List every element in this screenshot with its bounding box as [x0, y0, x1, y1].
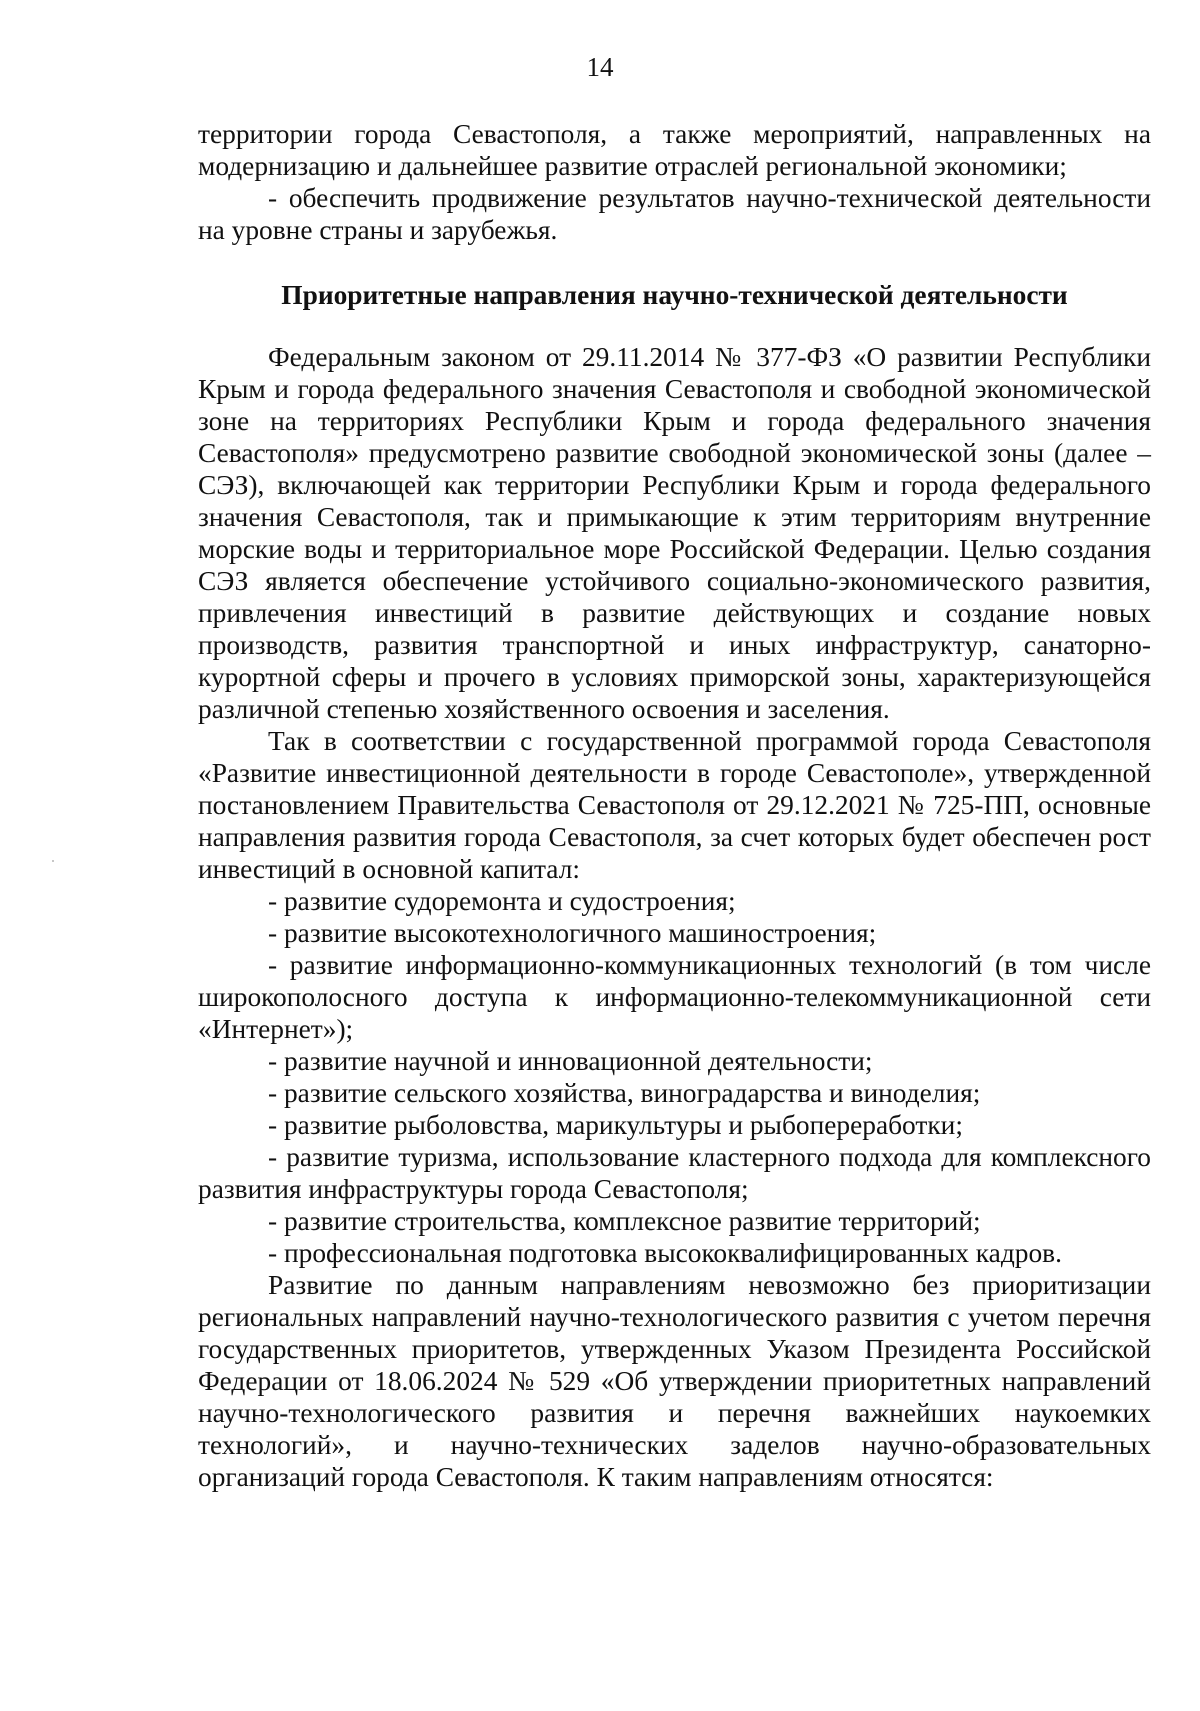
- page-number: 14: [586, 52, 614, 82]
- direction-list-item: - развитие туризма, использование кластерного подхода для комплексного развития инфраструктуры города Севастополя;: [198, 1142, 1151, 1204]
- direction-list-item: - развитие научной и инновационной деятельности;: [268, 1046, 873, 1076]
- intro-block: [198, 118, 1151, 246]
- direction-list-item: - развитие судоремонта и судостроения;: [268, 886, 736, 916]
- direction-list-item: - профессиональная подготовка высококвалифицированных кадров.: [268, 1238, 1062, 1268]
- state-program-paragraph: Так в соответствии с государственной программой города Севастополя «Развитие инвестиционной деятельности в городе Севастополе», утвержденной постановлением Правительства Севастополя от 29.12.2021 № 725-ПП, основные направления развития города Севастополя, за счет которых будет обеспечен рост инвестиций в основной капитал:: [198, 726, 1151, 884]
- direction-list-item: - развитие информационно-коммуникационных технологий (в том числе широкополосного доступа к информационно-телекоммуникационной сети «Интернет»);: [198, 950, 1151, 1044]
- federal-law-paragraph: Федеральным законом от 29.11.2014 № 377-ФЗ «О развитии Республики Крым и города федерального значения Севастополя и свободной экономической зоне на территориях Республики Крым и города федерального значения Севастополя» предусмотрено развитие свободной экономической зоны (далее – СЭЗ), включающей как территории Республики Крым и города федерального значения Севастополя, так и примыкающие к этим территориям внутренние морские воды и территориальное море Российской Федерации. Целью создания СЭЗ является обеспечение устойчивого социально-экономического развития, привлечения инвестиций в развитие действующих и создание новых производств, развития транспортной и иных инфраструктур, санаторно-курортной сферы и прочего в условиях приморской зоны, характеризующейся различной степенью хозяйственного освоения и заселения.: [198, 342, 1151, 724]
- scan-speck: [52, 860, 54, 862]
- main-text-block: [198, 341, 1151, 1493]
- direction-list-item: - развитие строительства, комплексное развитие территорий;: [268, 1206, 981, 1236]
- direction-list-item: - развитие высокотехнологичного машиностроения;: [268, 918, 877, 948]
- direction-list-item: - развитие сельского хозяйства, виноградарства и виноделия;: [268, 1078, 981, 1108]
- intro-bullet-item: - обеспечить продвижение результатов научно-технической деятельности на уровне страны и зарубежья.: [198, 183, 1151, 245]
- intro-continuation-paragraph: территории города Севастополя, а также мероприятий, направленных на модернизацию и дальнейшее развитие отраслей региональной экономики;: [198, 119, 1151, 181]
- direction-list-item: - развитие рыболовства, марикультуры и рыбопереработки;: [268, 1110, 963, 1140]
- priorities-closing-paragraph: Развитие по данным направлениям невозможно без приоритизации региональных направлений научно-технологического развития с учетом перечня государственных приоритетов, утвержденных Указом Президента Российской Федерации от 18.06.2024 № 529 «Об утверждении приоритетных направлений научно-технологического развития и перечня важнейших наукоемких технологий», и научно-технических заделов научно-образовательных организаций города Севастополя. К таким направлениям относятся:: [198, 1270, 1151, 1492]
- section-heading: Приоритетные направления научно-технической деятельности: [281, 280, 1068, 310]
